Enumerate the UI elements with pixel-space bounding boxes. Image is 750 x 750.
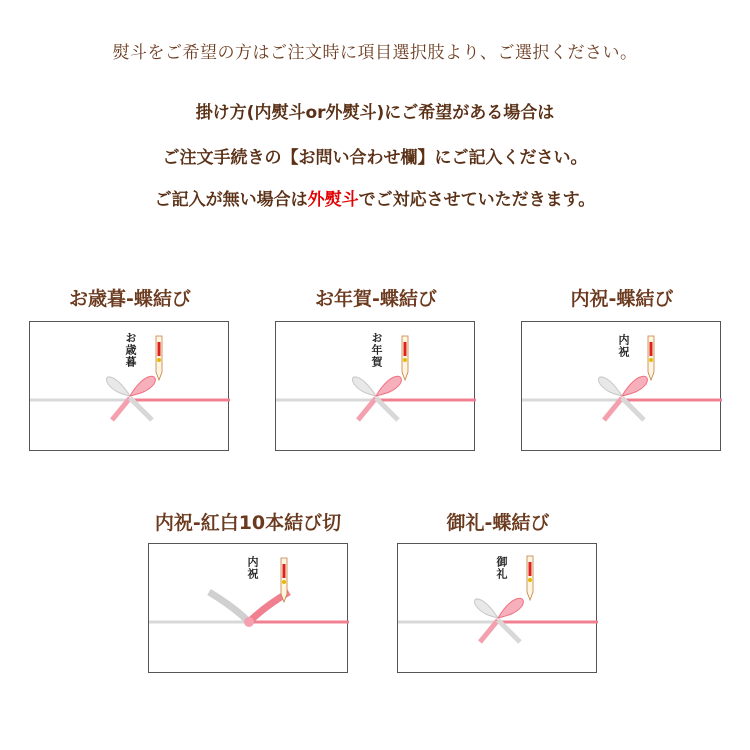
noshi-ornament-icon bbox=[402, 336, 408, 380]
card-title-onenga: お年賀-蝶結び bbox=[315, 288, 437, 310]
intro-line-4-highlight: 外熨斗 bbox=[307, 190, 359, 210]
card-title-uchiiwai: 内祝-蝶結び bbox=[570, 288, 674, 310]
intro-line-3: ご注文手続きの【お問い合わせ欄】にご記入ください。 bbox=[162, 148, 588, 168]
noshi-card-oseibo bbox=[29, 321, 229, 451]
intro-line-4 bbox=[0, 185, 750, 210]
noshi-card-uchiiwai-musubikiri bbox=[148, 543, 348, 673]
noshi-card-orei bbox=[397, 543, 597, 673]
noshi-card-onenga bbox=[275, 321, 475, 451]
intro-line-4-post: でご対応させていただきます。 bbox=[358, 190, 596, 210]
noshi-inscription: お歳暮 bbox=[124, 332, 137, 368]
card-title-uchiiwai-musubikiri: 内祝-紅白10本結び切 bbox=[154, 512, 342, 534]
noshi-ornament-icon bbox=[648, 336, 654, 380]
noshi-ornament-icon bbox=[156, 336, 162, 380]
card-title-oseibo: お歳暮-蝶結び bbox=[69, 288, 191, 310]
intro-line-2: 掛け方(内熨斗or外熨斗)にご希望がある場合は bbox=[195, 103, 555, 123]
noshi-inscription: 内祝 bbox=[617, 334, 630, 358]
noshi-card-uchiiwai bbox=[521, 321, 721, 451]
noshi-inscription: 御礼 bbox=[495, 556, 508, 580]
intro-line-1: 熨斗をご希望の方はご注文時に項目選択肢より、ご選択ください。 bbox=[112, 43, 638, 63]
noshi-inscription: 内祝 bbox=[246, 556, 259, 580]
card-title-orei: 御礼-蝶結び bbox=[446, 512, 550, 534]
noshi-inscription: お年賀 bbox=[370, 332, 383, 368]
intro-line-4-pre: ご記入が無い場合は bbox=[154, 190, 308, 210]
noshi-ornament-icon bbox=[281, 558, 287, 602]
noshi-ornament-icon bbox=[527, 556, 533, 600]
